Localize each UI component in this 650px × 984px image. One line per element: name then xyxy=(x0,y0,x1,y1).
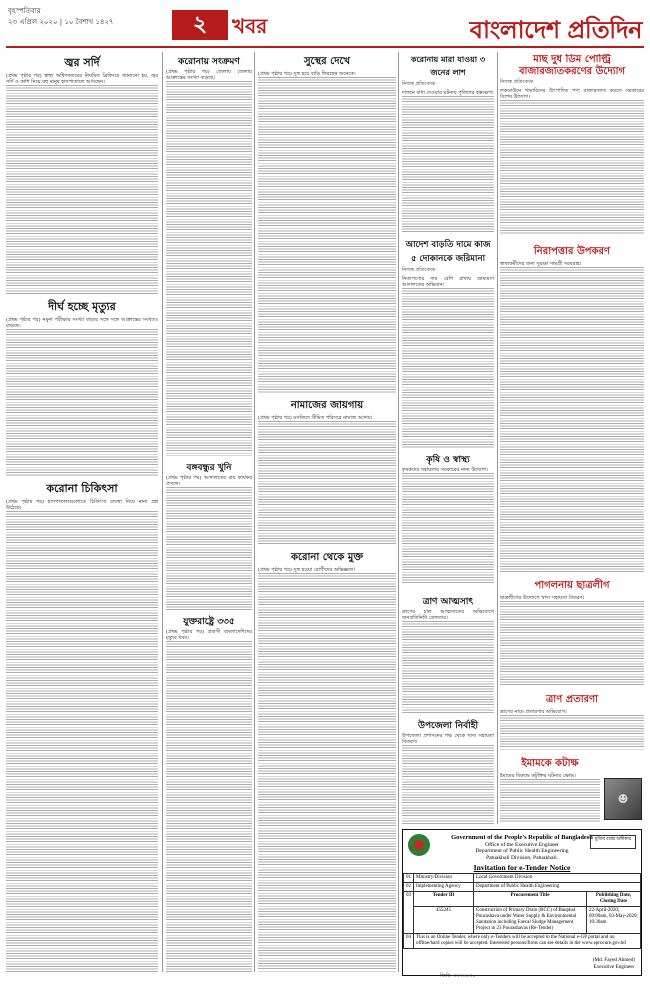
date-line: ২৩ এপ্রিল ২০২০ | ১০ বৈশাখ ১৪২৭ xyxy=(8,18,114,26)
article-text xyxy=(500,267,644,572)
tender-title: Invitation for e-Tender Notice xyxy=(473,863,571,873)
table-row xyxy=(404,907,641,934)
article-text xyxy=(258,421,396,546)
row-no: 04 xyxy=(404,934,414,949)
article-lead: (প্রথম পৃষ্ঠার পর) হাসপাতালগুলোতে চিকিৎসা ব্যবস্থা নিয়ে নানা প্রশ্ন উঠেছে। xyxy=(6,499,158,512)
ad-code: জিডি-৩৩৭৬২৩০ xyxy=(440,973,476,979)
article-text xyxy=(500,100,644,235)
headline: বঙ্গবন্ধুর খুনি xyxy=(186,463,232,473)
article-text xyxy=(402,96,494,234)
article-koronay-songkromon[interactable] xyxy=(166,54,252,456)
tender-office: Office of the Executive Engineer xyxy=(485,841,559,848)
col-tender-id: Tender ID xyxy=(414,892,474,907)
article-lead: (প্রথম পৃষ্ঠার পর) নমুনা পরীক্ষার সংখ্যা বাড়ার সঙ্গে সঙ্গে আক্রান্তের সংখ্যাও বাড়ছে। xyxy=(6,317,158,330)
row-value: Local Government Division xyxy=(474,874,641,883)
article-imam[interactable] xyxy=(500,756,600,824)
article-lead: ছাত্রলীগের উদ্যোগে খাদ্য সহায়তা বিতরণ। xyxy=(500,595,585,601)
article-top-right[interactable] xyxy=(500,54,644,240)
row-no: 03 xyxy=(404,892,414,934)
article-lead: ইমামের বিরুদ্ধে কটূক্তির ঘটনায় ক্ষোভ। xyxy=(500,773,576,779)
tender-table xyxy=(403,873,641,949)
article-text xyxy=(6,85,158,294)
headline: পাগলনায় ছাত্রলীগ xyxy=(534,580,610,591)
col-dates: Publishing Date, Closing Date xyxy=(587,892,641,907)
news-photo xyxy=(604,778,642,820)
headline: করোনায় মারা যাওয়া ৩ জনের লাশ xyxy=(410,55,486,77)
table-header-row xyxy=(404,892,641,907)
table-row xyxy=(404,934,641,949)
headline: করোনা চিকিৎসা xyxy=(46,482,118,495)
government-emblem-icon xyxy=(408,834,430,856)
article-paglanay[interactable] xyxy=(500,578,644,688)
article-lead: (প্রথম পৃষ্ঠার পর) সুস্থ হয়ে বাড়ি ফিরছেন অনেকে। xyxy=(258,71,356,77)
col-procurement-title: Procurement Title xyxy=(474,892,587,907)
article-lead: (প্রথম পৃষ্ঠার পর) সুস্থ হওয়া রোগীদের অভিজ্ঞতা। xyxy=(258,567,356,573)
article-mandi-kharap[interactable] xyxy=(402,54,494,234)
article-lead: নিত্যপণ্যের দাম বেশি রাখায় ভ্রাম্যমাণ আদালতের অভিযান। xyxy=(402,276,494,289)
byline: নিজস্ব প্রতিবেদক xyxy=(500,79,534,85)
table-row xyxy=(404,883,641,892)
row-label: Implementing Agency xyxy=(414,883,474,892)
headline: আদেশ বাড়তি দামে কাজ ৫ দোকানকে জরিমানা xyxy=(405,240,491,264)
headline: ইমামকে কটাক্ষ xyxy=(521,758,579,769)
article-text xyxy=(402,473,494,585)
article-text xyxy=(402,621,494,714)
headline: করোনায় সংক্রমণ xyxy=(178,57,240,67)
article-lead: কৃষকদের সহায়তায় সরকারের নানা উদ্যোগ। xyxy=(402,467,488,473)
page-number: ২ xyxy=(172,10,228,40)
article-korona-theke-mukti[interactable] xyxy=(258,550,396,972)
article-namajer-jaygay[interactable] xyxy=(258,398,396,546)
article-text xyxy=(166,641,252,972)
headline: ত্রাণ প্রতারণা xyxy=(545,694,599,705)
article-bongobondhu-khuni[interactable] xyxy=(166,460,252,610)
signer-name: (Md. Fayed Ahmed) xyxy=(592,957,635,964)
tender-gov: Government of the People's Republic of Bangladesh xyxy=(451,834,593,841)
article-text xyxy=(258,77,396,394)
issue-date xyxy=(8,6,114,28)
article-tran-protarona[interactable] xyxy=(500,692,644,752)
tender-dept: Department of Public Health Engineering xyxy=(475,848,569,855)
article-text xyxy=(500,779,600,823)
tender-id: 455245 xyxy=(414,907,474,934)
article-text xyxy=(500,601,644,686)
signer-title: Executive Engineer xyxy=(593,963,635,970)
article-nirapotta[interactable] xyxy=(500,244,644,574)
byline: নিজস্ব প্রতিবেদক xyxy=(402,81,436,87)
headline: যুক্তরাষ্ট্রে ৩৩৫ xyxy=(183,617,235,627)
row-value: Department of Public Health Engineering xyxy=(474,883,641,892)
headline: কৃষি ও স্বাস্থ্য xyxy=(426,455,470,465)
headline: মাছ দুধ ডিম পোল্ট্রি বাজারজাতকরণের উদ্যোগ xyxy=(518,54,626,77)
article-krishi[interactable] xyxy=(402,452,494,590)
row-no: 02 xyxy=(404,883,414,892)
article-lead: দাফনে বাধা দেওয়ার ঘটনায় পুলিশের হস্তক্ষেপ। xyxy=(402,90,494,96)
article-lead: (প্রথম পৃষ্ঠার পর) আদালতের রায় কার্যকর প্রসঙ্গে। xyxy=(166,475,252,488)
table-row xyxy=(404,874,641,883)
article-jor-sordi[interactable] xyxy=(6,54,158,294)
tender-dates: 22-April-2020; 09:00am, 03-May-2020; 10:30am xyxy=(587,907,641,934)
column-rule xyxy=(162,52,163,972)
article-lead: ত্রাণের নামে প্রতারণার অভিযোগ। xyxy=(500,709,567,715)
article-tran-atmosat[interactable] xyxy=(402,594,494,714)
tender-note: This is an Online Tender, where only e-Tenders will be accepted in the National e-GP portal and no offline/hard copies will be accepted. Interested persons/firms can see details in the www.eprocure.gov.bd xyxy=(414,934,641,949)
article-lead: স্বাস্থ্যকর্মীদের জন্য সুরক্ষা সামগ্রী সরবরাহ। xyxy=(500,261,582,267)
article-lead: লকডাউনে খামারিদের উৎপাদিত পণ্য বাজারজাত করতে সরকারের বিশেষ উদ্যোগ। xyxy=(500,88,644,101)
article-text xyxy=(402,288,494,448)
article-dirgho[interactable] xyxy=(6,298,158,476)
row-no: 01 xyxy=(404,874,414,883)
article-korona-chikitsa[interactable] xyxy=(6,480,158,972)
column-rule xyxy=(398,52,399,972)
article-text xyxy=(500,715,644,750)
signature-block xyxy=(593,957,635,970)
headline: দীর্ঘ হচ্ছে মৃত্যুর xyxy=(48,300,116,313)
column-rule xyxy=(497,52,498,824)
article-text xyxy=(402,745,494,824)
masthead xyxy=(6,4,644,48)
article-text xyxy=(6,329,158,476)
weekday: বৃহস্পতিবার xyxy=(8,7,41,15)
article-text xyxy=(258,573,396,972)
headline: সুস্থের দেখে xyxy=(303,56,351,67)
article-juktarashtre[interactable] xyxy=(166,614,252,972)
article-lead: ত্রাণের চাল আত্মসাতের অভিযোগে জনপ্রতিনিধি গ্রেফতার। xyxy=(402,609,494,622)
tender-notice xyxy=(402,829,642,976)
article-lead: (প্রথম পৃষ্ঠার পর) জেলায় জেলায় আক্রান্তের সংখ্যা বাড়ছে। xyxy=(166,69,252,82)
article-text xyxy=(166,81,252,456)
headline: করোনা থেকে মুক্ত xyxy=(290,552,364,563)
article-lead: (প্রথম পৃষ্ঠার পর) প্রবাসী বাংলাদেশিদের মৃত্যুর খবর। xyxy=(166,629,252,642)
article-atonko[interactable] xyxy=(402,238,494,448)
article-lead: উপজেলা প্রশাসনের পক্ষ থেকে খাদ্য সহায়তা বিতরণ। xyxy=(402,733,494,746)
article-text xyxy=(166,487,252,610)
article-lead: (প্রথম পৃষ্ঠার পর) স্বাস্থ্য অধিদফতরের নিয়মিত ব্রিফিংয়ে জানানো হয়, জ্বর সর্দি ও কাশি নিয়ে বহু মানুষ হাসপাতালে আসছেন। xyxy=(6,73,158,86)
procurement-title: Construction of Primary Drain (RCC) of Bauphal Pourashava under Water Supply & Environmental Sanitation including Faecal Sludge Management Project in 23 Pourashavas (Re-Tender) xyxy=(474,907,587,934)
column-rule xyxy=(254,52,255,972)
mujib-year-badge: মুজিব বর্ষের অঙ্গীকার xyxy=(590,835,636,849)
headline: ত্রাণ আত্মসাৎ xyxy=(422,597,474,607)
byline: নিজস্ব প্রতিবেদক xyxy=(402,267,436,273)
article-susther-dekhe[interactable] xyxy=(258,54,396,394)
headline: উপজেলা নির্বাহী xyxy=(417,721,479,731)
person-photo-icon: ☻ xyxy=(617,792,629,806)
headline: নামাজের জায়গায় xyxy=(290,400,364,411)
tender-division: Patuakhali Division, Patuakhali. xyxy=(485,854,559,861)
row-label: Ministry/Division xyxy=(414,874,474,883)
newspaper-logo: বাংলাদেশ প্রতিদিন xyxy=(469,16,642,44)
headline: নিরাপত্তার উপকরণ xyxy=(533,246,611,257)
article-upazila[interactable] xyxy=(402,718,494,824)
section-title: খবর xyxy=(232,14,268,38)
article-text xyxy=(6,511,158,972)
headline: জ্বর সর্দি xyxy=(64,56,100,69)
article-lead: (প্রথম পৃষ্ঠার পর) মসজিদে সীমিত পরিসরে নামাজ আদায়। xyxy=(258,415,373,421)
